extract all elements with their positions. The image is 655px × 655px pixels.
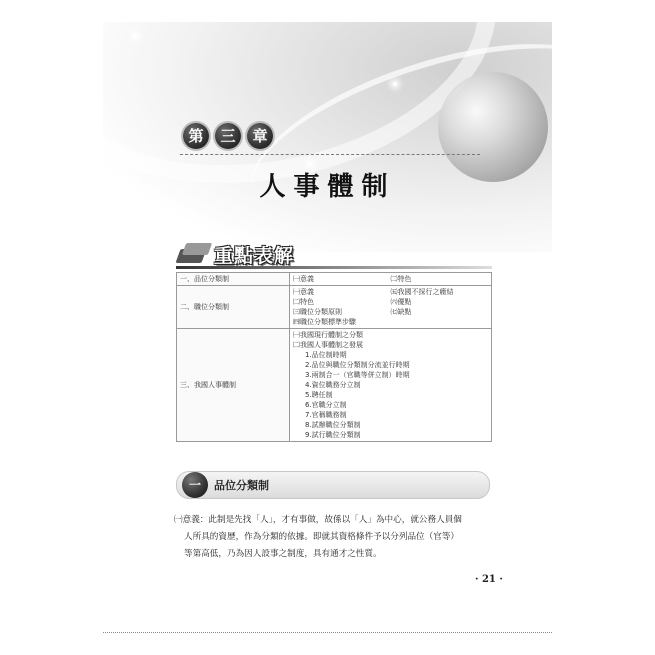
chapter-badge: 章 <box>247 123 273 149</box>
list-item: ㈠我國現行體制之分類 <box>293 331 363 339</box>
summary-table <box>176 272 492 442</box>
row-label: 二、職位分類制 <box>177 286 290 329</box>
chapter-badge: 第 <box>183 123 209 149</box>
section-title: 品位分類制 <box>214 479 269 492</box>
list-item: 7.官稱職務制 <box>305 411 347 419</box>
page-number: · 21 · <box>475 574 503 585</box>
paragraph-line: 人所具的資歷，作為分類的依據。即就其資格條件予以分列品位（官等） <box>184 532 460 542</box>
list-item: 4.資位職務分立制 <box>305 381 361 389</box>
table-row <box>177 273 492 286</box>
chapter-banner <box>103 22 552 252</box>
list-item: 5.聘任制 <box>305 391 333 399</box>
list-item: 6.官職分立制 <box>305 401 347 409</box>
list-item: ㈢職位分類原則 <box>293 308 342 316</box>
paragraph-line: 等第高低，乃為因人設事之制度，具有通才之性質。 <box>184 549 382 559</box>
row-label: 一、品位分類制 <box>177 273 290 286</box>
section-number-badge: 一 <box>182 472 208 498</box>
list-item: ㈦缺點 <box>390 308 412 316</box>
list-item: ㈠意義 <box>293 275 314 283</box>
paragraph-line: ㈠意義：此制是先找「人」，才有事做，故係以「人」為中心，就公務人員個 <box>174 515 462 525</box>
list-item: 8.試辦職位分類制 <box>305 421 361 429</box>
row-content <box>290 329 492 442</box>
chapter-label <box>183 123 273 149</box>
list-item: 9.試行職位分類制 <box>305 431 361 439</box>
table-row <box>177 286 492 329</box>
key-points-title: 重點表解 <box>214 244 295 267</box>
sparkle <box>393 82 397 86</box>
list-item: ㈡特色 <box>293 298 314 306</box>
heading-underline <box>176 266 492 269</box>
list-item: ㈣職位分類標準步驟 <box>293 318 356 326</box>
page-bottom-rule <box>103 632 552 633</box>
list-item: ㈡我國人事體制之發展 <box>293 341 363 349</box>
body-text <box>174 512 494 563</box>
list-item: 2.品位與職位分類制分流並行時期 <box>305 361 410 369</box>
chapter-divider <box>180 154 480 155</box>
list-item: 1.品位制時期 <box>305 351 347 359</box>
row-content <box>290 273 492 286</box>
list-item: ㈤我國不採行之癥結 <box>390 288 454 296</box>
list-item: ㈠意義 <box>293 288 314 296</box>
list-item: 3.兩制合一（官職等併立制）時期 <box>305 371 410 379</box>
row-content <box>290 286 492 329</box>
books-icon <box>176 241 212 267</box>
row-label: 三、我國人事體制 <box>177 329 290 442</box>
list-item: ㈥優點 <box>390 298 412 306</box>
chapter-title: 人事體制 <box>259 172 396 202</box>
chapter-badge: 三 <box>215 123 241 149</box>
sparkle <box>133 34 137 38</box>
table-row <box>177 329 492 442</box>
list-item: ㈡特色 <box>390 275 412 283</box>
